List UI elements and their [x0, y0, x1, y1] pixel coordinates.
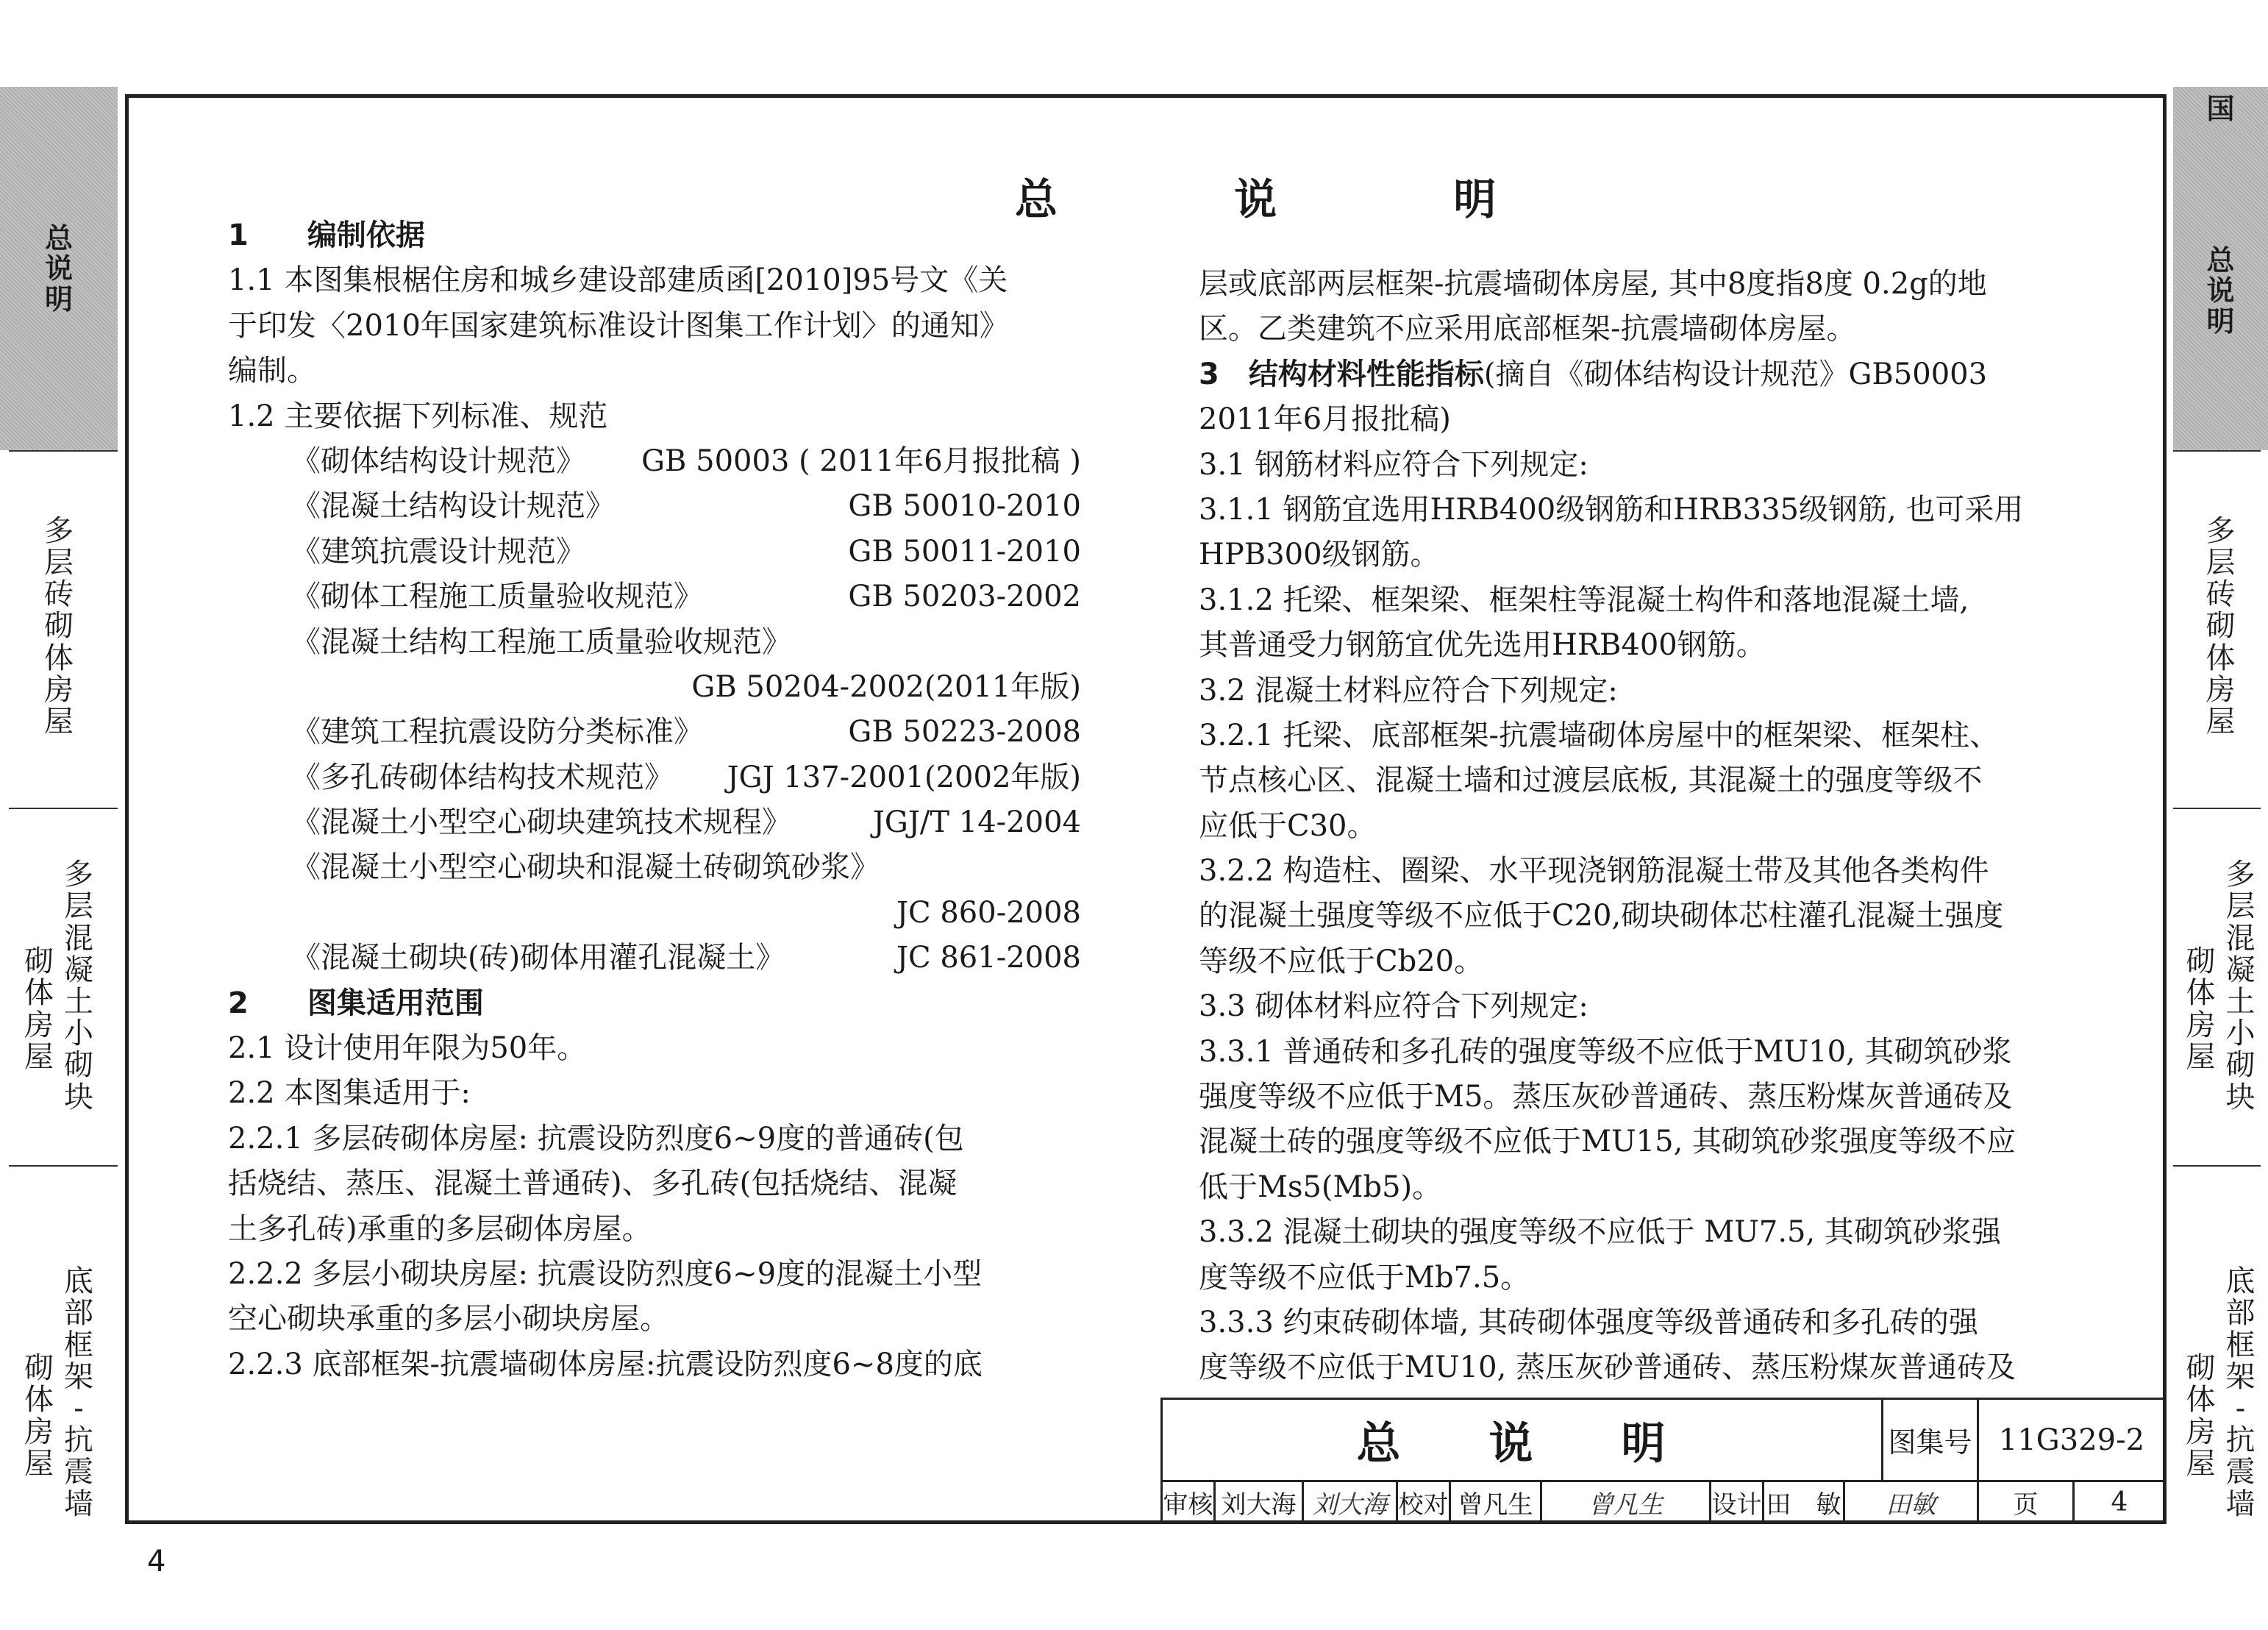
side-tab-label: [2206, 93, 2234, 124]
side-tab-char: 混: [64, 921, 93, 955]
side-tab-char: 房: [2186, 1414, 2216, 1449]
section-heading: 2 图集适用范围: [228, 986, 484, 1020]
side-tab-column: [2206, 93, 2234, 124]
standard-name: 《多孔砖砌体结构技术规范》: [291, 760, 674, 794]
side-tab-char: 房: [24, 1008, 54, 1042]
side-tab-char: 层: [44, 546, 74, 580]
checker-name: 曾凡生: [1449, 1480, 1540, 1524]
side-tab-char: 屋: [24, 1446, 54, 1481]
standard-code: GB 50223-2008: [848, 715, 1081, 750]
paragraph-text: 3.1 钢筋材料应符合下列规定:: [1199, 447, 1588, 482]
side-tab-char: 混: [2225, 921, 2255, 955]
text-line: [1199, 1030, 2074, 1075]
standard-code: JC 860-2008: [896, 895, 1081, 930]
reviewer-signature: 刘大海: [1302, 1480, 1396, 1524]
text-line: [228, 1252, 1081, 1297]
side-tab-char: 土: [2225, 985, 2255, 1019]
text-line: [1199, 939, 2074, 984]
side-tab-char: 房: [2205, 672, 2236, 707]
side-tab-char: 总: [44, 221, 73, 255]
side-tab-column: [64, 1266, 93, 1520]
side-tab-char: 土: [64, 985, 93, 1019]
side-tab-char: 屋: [2205, 704, 2236, 739]
side-tab-column: [44, 221, 73, 316]
text-line: [1199, 262, 2074, 307]
side-tab-2: [0, 450, 118, 803]
side-tab-char: 砌: [44, 609, 74, 644]
paragraph-text: 括烧结、蒸压、混凝土普通砖)、多孔砖(包括烧结、混凝: [228, 1167, 958, 1201]
side-tab-char: 震: [2225, 1455, 2255, 1490]
side-tab-char: 部: [64, 1296, 93, 1331]
paragraph-text: 的混凝土强度等级不应低于C20,砌块砌体芯柱灌孔混凝土强度: [1199, 899, 2004, 933]
text-line: [1199, 1120, 2074, 1164]
side-tab-char: 说: [44, 252, 73, 285]
side-tab-label: [44, 221, 73, 316]
side-tab-5: [2173, 1165, 2268, 1621]
side-tab-char: 墙: [64, 1487, 93, 1521]
page-title: 总 说 明: [1015, 174, 1577, 224]
side-tab-char: 砌: [64, 1048, 93, 1083]
text-line: [228, 394, 1081, 439]
standard-name: 《混凝土小型空心砌块建筑技术规程》: [291, 805, 791, 840]
paragraph-text: 度等级不应低于Mb7.5。: [1199, 1260, 1530, 1295]
text-line: [228, 349, 1081, 394]
side-tab-char: 层: [2225, 889, 2255, 924]
side-tab-char: 多: [44, 513, 74, 548]
paragraph-text: 其普通受力钢筋宜优先选用HRB400钢筋。: [1199, 628, 1766, 663]
designer-signature: 田敏: [1843, 1480, 1977, 1524]
side-tab-label: [2186, 859, 2255, 1114]
standard-code: GB 50010-2010: [848, 489, 1081, 524]
text-line: [1199, 894, 2074, 939]
side-tab-char: 小: [2225, 1017, 2255, 1051]
text-line: [1199, 669, 2074, 713]
paragraph-text: 应低于C30。: [1199, 808, 1377, 843]
checker-signature: 曾凡生: [1540, 1480, 1709, 1524]
side-tab-1: [2173, 87, 2268, 131]
side-tab-char: 房: [24, 1414, 54, 1449]
side-tab-column: [64, 859, 93, 1114]
side-tab-label: [24, 1266, 93, 1520]
side-tab-char: 震: [64, 1455, 93, 1490]
paragraph-text: 混凝土砖的强度等级不应低于MU15, 其砌筑砂浆强度等级不应: [1199, 1125, 2016, 1159]
text-line: [228, 1297, 1081, 1342]
side-tab-char: 说: [2206, 274, 2235, 307]
paragraph-text: HPB300级钢筋。: [1199, 538, 1440, 572]
designer-name: 田 敏: [1762, 1480, 1843, 1524]
paragraph-text: 3.3.3 约束砖砌体墙, 其砖砌体强度等级普通砖和多孔砖的强: [1199, 1305, 1978, 1339]
text-line: [228, 1207, 1081, 1252]
text-line: [1199, 1345, 2074, 1390]
paragraph-text: 2.2.2 多层小砌块房屋: 抗震设防烈度6~9度的混凝土小型: [228, 1256, 983, 1291]
side-tab-char: 体: [44, 641, 74, 675]
paragraph-text: 节点核心区、混凝土墙和过渡层底板, 其混凝土的强度等级不: [1199, 764, 1983, 798]
atlas-no: 11G329-2: [1977, 1398, 2167, 1480]
paragraph-text: 3.1.1 钢筋宜选用HRB400级钢筋和HRB335级钢筋, 也可采用: [1199, 492, 2024, 527]
paragraph-text: 2.1 设计使用年限为50年。: [228, 1031, 587, 1066]
text-line: [1199, 578, 2074, 623]
text-line: [228, 304, 1081, 349]
standard-code: GB 50011-2010: [848, 534, 1081, 569]
side-tab-column: [44, 513, 74, 739]
text-line: [228, 665, 1081, 710]
side-tab-char: 体: [2205, 641, 2236, 675]
side-tab-char: 屋: [2186, 1039, 2216, 1074]
text-line: [228, 1161, 1081, 1206]
side-tab-column: [2226, 859, 2255, 1114]
design-label: 设计: [1709, 1480, 1762, 1524]
left-side-tabs: [0, 87, 118, 1549]
paragraph-text: 空心砌块承重的多层小砌块房屋。: [228, 1302, 669, 1337]
side-tab-column: [2186, 946, 2216, 1073]
text-line: [1199, 623, 2074, 668]
text-line: [1199, 397, 2074, 442]
side-tab-column: [2206, 243, 2235, 338]
text-line: [228, 1117, 1081, 1161]
standard-name: 《混凝土结构工程施工质量验收规范》: [291, 624, 791, 659]
page-number: 4: [147, 1545, 166, 1579]
text-line: [228, 484, 1081, 529]
paragraph-text: 2.2.1 多层砖砌体房屋: 抗震设防烈度6~9度的普通砖(包: [228, 1121, 964, 1156]
standard-code: GB 50203-2002: [848, 580, 1081, 614]
side-tab-column: [2186, 1353, 2216, 1480]
side-tab-char: 抗: [64, 1423, 93, 1458]
title-block: [1160, 1398, 2167, 1524]
text-line: [228, 213, 1081, 258]
side-tab-char: 体: [24, 1383, 54, 1417]
paragraph-text: 3.1.2 托梁、框架梁、框架柱等混凝土构件和落地混凝土墙,: [1199, 583, 1969, 617]
side-tab-char: 底: [64, 1264, 93, 1299]
side-tab-char: -: [2235, 1392, 2246, 1426]
side-tab-char: 砌: [24, 944, 54, 979]
side-tab-char: 砌: [2186, 1351, 2216, 1386]
text-line: [1199, 488, 2074, 533]
side-tab-char: 框: [2225, 1328, 2255, 1362]
side-tab-label: [2186, 1266, 2255, 1520]
side-tab-char: 底: [2225, 1264, 2255, 1299]
text-line: [228, 1026, 1081, 1071]
paragraph-text: 等级不应低于Cb20。: [1199, 944, 1484, 978]
text-line: [228, 891, 1081, 936]
paragraph-text: 2011年6月报批稿): [1199, 402, 1451, 437]
text-line: [228, 530, 1081, 574]
section-heading: 3 结构材料性能指标: [1199, 357, 1484, 391]
paragraph-text: 强度等级不应低于M5。蒸压灰砂普通砖、蒸压粉煤灰普通砖及: [1199, 1080, 2013, 1114]
side-tab-char: 块: [2225, 1080, 2255, 1114]
side-tab-char: 房: [44, 672, 74, 707]
side-tab-char: 明: [44, 282, 73, 316]
paragraph-text: 层或底部两层框架-抗震墙砌体房屋, 其中8度指8度 0.2g的地: [1199, 267, 1987, 301]
standard-name: 《砌体工程施工质量验收规范》: [291, 580, 703, 614]
side-tab-column: [2205, 513, 2236, 739]
side-tab-char: 总: [2206, 243, 2235, 277]
side-tab-char: 房: [2186, 1008, 2216, 1042]
right-side-tabs: [2173, 87, 2268, 1549]
paragraph-text: 3.2.2 构造柱、圈梁、水平现浇钢筋混凝土带及其他各类构件: [1199, 854, 1989, 889]
side-tab-char: -: [74, 1392, 84, 1426]
side-tab-char: 层: [64, 889, 93, 924]
text-line: [1199, 758, 2074, 803]
side-tab-4: [2173, 808, 2268, 1165]
section-heading: 1 编制依据: [228, 218, 425, 252]
standard-name: 《建筑工程抗震设防分类标准》: [291, 715, 703, 750]
side-tab-char: 凝: [2225, 953, 2255, 987]
side-tab-char: 体: [2186, 976, 2216, 1011]
page-value: 4: [2072, 1480, 2167, 1524]
side-tab-3: [2173, 450, 2268, 803]
side-tab-3: [0, 808, 118, 1165]
check-label: 校对: [1396, 1480, 1449, 1524]
text-line: [228, 981, 1081, 1026]
standard-name: 《混凝土砌块(砖)砌体用灌孔混凝土》: [291, 941, 785, 975]
standard-code: GB 50204-2002(2011年版): [691, 669, 1081, 704]
paragraph-text: 3.3 砌体材料应符合下列规定:: [1199, 989, 1588, 1024]
paragraph-text: 区。乙类建筑不应采用底部框架-抗震墙砌体房屋。: [1199, 312, 1856, 346]
standard-code: JC 861-2008: [896, 941, 1081, 975]
text-line: [228, 755, 1081, 800]
side-tab-char: 体: [24, 976, 54, 1011]
standard-name: 《混凝土结构设计规范》: [291, 489, 615, 524]
side-tab-char: 小: [64, 1017, 93, 1051]
paragraph-text: 低于Ms5(Mb5)。: [1199, 1170, 1442, 1204]
text-line: [228, 936, 1081, 981]
text-line: [228, 258, 1081, 303]
side-tab-label: [2205, 513, 2236, 739]
standard-name: 《混凝土小型空心砌块和混凝土砖砌筑砂浆》: [291, 850, 880, 885]
paragraph-text: 度等级不应低于MU10, 蒸压灰砂普通砖、蒸压粉煤灰普通砖及: [1199, 1350, 2016, 1385]
page-label: 页: [1977, 1480, 2072, 1524]
text-line: [1199, 307, 2074, 352]
standard-code: JGJ 137-2001(2002年版): [727, 760, 1081, 794]
text-line: [1199, 533, 2074, 577]
standard-code: JGJ/T 14-2004: [872, 805, 1081, 840]
side-tab-char: 层: [2205, 546, 2236, 580]
standard-code: GB 50003 ( 2011年6月报批稿 ): [641, 444, 1081, 478]
text-line: [228, 574, 1081, 619]
standard-name: 《砌体结构设计规范》: [291, 444, 585, 478]
side-tab-char: 凝: [64, 953, 93, 987]
text-line: [228, 800, 1081, 845]
text-line: [1199, 1210, 2074, 1255]
text-line: [1199, 1075, 2074, 1120]
side-tab-char: 架: [64, 1359, 93, 1394]
text-line: [228, 710, 1081, 755]
right-text-column: [1199, 262, 2074, 1391]
text-line: [1199, 849, 2074, 894]
standard-name: 《建筑抗震设计规范》: [291, 534, 585, 569]
paragraph-text: 1.1 本图集根椐住房和城乡建设部建质函[2010]95号文《关: [228, 263, 1008, 298]
side-tab-char: 部: [2225, 1296, 2255, 1331]
side-tab-char: 体: [2186, 1383, 2216, 1417]
side-tab-char: 抗: [2225, 1423, 2255, 1458]
paragraph-text: 于印发〈2010年国家建筑标准设计图集工作计划〉的通知》: [228, 308, 1009, 343]
side-tab-column: [2226, 1266, 2255, 1520]
side-tab-1: [0, 87, 118, 450]
side-tab-column: [24, 946, 54, 1073]
side-tab-char: 框: [64, 1328, 93, 1362]
paragraph-text: 3.3.1 普通砖和多孔砖的强度等级不应低于MU10, 其砌筑砂浆: [1199, 1034, 2012, 1069]
paragraph-text: 2.2.3 底部框架-抗震墙砌体房屋:抗震设防烈度6~8度的底: [228, 1347, 983, 1381]
side-tab-char: 墙: [2225, 1487, 2255, 1521]
side-tab-label: [44, 513, 74, 739]
text-line: [1199, 1165, 2074, 1210]
text-line: [1199, 443, 2074, 488]
title-block-title: 总 说 明: [1160, 1398, 1881, 1480]
side-tab-char: 屋: [44, 704, 74, 739]
text-line: [1199, 804, 2074, 849]
side-tab-char: 多: [64, 858, 93, 892]
paragraph-text: 3.2.1 托梁、底部框架-抗震墙砌体房屋中的框架梁、框架柱、: [1199, 718, 2000, 752]
text-line: [1199, 713, 2074, 758]
text-line: [1199, 984, 2074, 1029]
left-text-column: [228, 213, 1081, 1387]
paragraph-text: 2.2 本图集适用于:: [228, 1076, 471, 1111]
paragraph-text: 土多孔砖)承重的多层砌体房屋。: [228, 1211, 652, 1246]
atlas-no-label: 图集号: [1881, 1398, 1977, 1480]
text-line: [1199, 1300, 2074, 1345]
paragraph-text: 3.2 混凝土材料应符合下列规定:: [1199, 673, 1618, 708]
side-tab-char: 砌: [2186, 944, 2216, 979]
paragraph-text: 编制。: [228, 354, 316, 388]
side-tab-label: [24, 859, 93, 1114]
side-tab-2: [2173, 131, 2268, 450]
side-tab-char: 国: [2206, 92, 2235, 126]
text-line: [228, 620, 1081, 665]
paragraph-text: 1.2 主要依据下列标准、规范: [228, 399, 608, 433]
side-tab-char: 砖: [44, 577, 74, 612]
text-line: [1199, 352, 2074, 397]
side-tab-char: 多: [2205, 513, 2236, 548]
reviewer-name: 刘大海: [1213, 1480, 1302, 1524]
side-tab-char: 砌: [2205, 609, 2236, 644]
review-label: 审核: [1160, 1480, 1213, 1524]
text-line: [228, 845, 1081, 890]
text-line: [228, 1071, 1081, 1116]
side-tab-char: 砌: [24, 1351, 54, 1386]
side-tab-char: 屋: [2186, 1446, 2216, 1481]
text-line: [1199, 1256, 2074, 1300]
side-tab-char: 屋: [24, 1039, 54, 1074]
side-tab-column: [24, 1353, 54, 1480]
side-tab-char: 明: [2206, 304, 2235, 338]
side-tab-char: 多: [2225, 858, 2255, 892]
side-tab-4: [0, 1165, 118, 1621]
side-tab-char: 砖: [2205, 577, 2236, 612]
side-tab-label: [2206, 243, 2235, 338]
text-line: [228, 1342, 1081, 1387]
side-tab-char: 砌: [2225, 1048, 2255, 1083]
side-tab-char: 块: [64, 1080, 93, 1114]
side-tab-char: 架: [2225, 1359, 2255, 1394]
text-line: [228, 439, 1081, 484]
heading-note: (摘自《砌体结构设计规范》GB50003: [1483, 357, 1988, 391]
paragraph-text: 3.3.2 混凝土砌块的强度等级不应低于 MU7.5, 其砌筑砂浆强: [1199, 1215, 2001, 1250]
